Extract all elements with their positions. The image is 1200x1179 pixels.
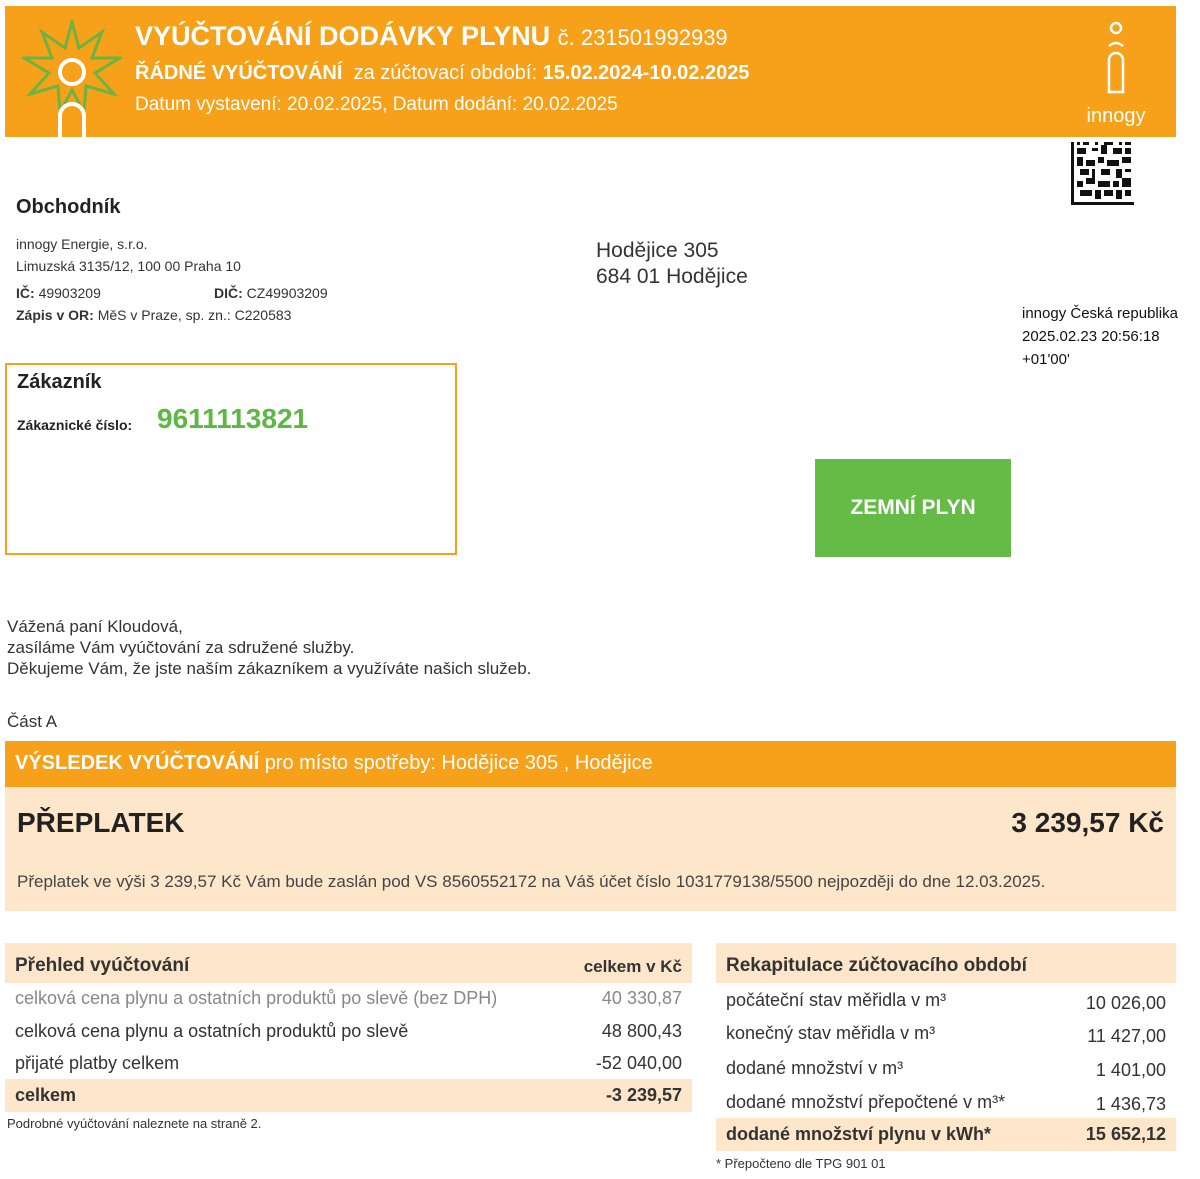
trader-dic xyxy=(214,285,328,301)
recap-row-value: 1 436,73 xyxy=(1095,1094,1166,1114)
recipient-address xyxy=(596,238,748,290)
overview-row-label: celková cena plynu a ostatních produktů po slevě xyxy=(15,1021,409,1041)
overview-row-value: 40 330,87 xyxy=(601,988,682,1008)
recap-row-label: počáteční stav měřidla v m³ xyxy=(726,990,947,1010)
overview-total-value: -3 239,57 xyxy=(605,1085,682,1105)
recap-row-label: dodané množství přepočtené v m³* xyxy=(726,1092,1006,1112)
overpayment-amount: 3 239,57 Kč xyxy=(1011,807,1164,838)
dic-value: CZ49903209 xyxy=(246,285,328,301)
recap-row-label: dodané množství v m³ xyxy=(726,1058,904,1078)
register-label: Zápis v OR: xyxy=(16,307,94,323)
overview-note: Podrobné vyúčtování naleznete na straně 2. xyxy=(7,1116,262,1131)
innogy-i-icon xyxy=(1080,18,1152,98)
result-bar-text xyxy=(15,752,653,775)
recap-row-label: konečný stav měřidla v m³ xyxy=(726,1023,936,1043)
trader-address: Limuzská 3135/12, 100 00 Praha 10 xyxy=(16,258,241,274)
overview-total-row xyxy=(5,1079,692,1112)
recap-row-value: 11 427,00 xyxy=(1087,1026,1166,1046)
recap-total-row xyxy=(716,1118,1176,1151)
greeting xyxy=(7,616,531,679)
signature-timestamp: 2025.02.23 20:56:18 xyxy=(1022,328,1160,345)
result-bar-bold: VÝSLEDEK VYÚČTOVÁNÍ xyxy=(15,752,260,774)
signature-timezone: +01'00' xyxy=(1022,351,1070,368)
overview-row-label: přijaté platby celkem xyxy=(15,1053,180,1073)
customer-heading: Zákazník xyxy=(17,371,102,393)
overview-row-label: celková cena plynu a ostatních produktů po slevě (bez DPH) xyxy=(15,988,498,1008)
part-label: Část A xyxy=(7,712,58,731)
billing-period: 15.02.2024-10.02.2025 xyxy=(542,62,750,84)
trader-ic xyxy=(16,285,101,301)
recap-row-value: 1 401,00 xyxy=(1095,1060,1166,1080)
result-bar xyxy=(5,741,1176,787)
overview-row-value: -52 040,00 xyxy=(595,1053,682,1073)
dic-label: DIČ: xyxy=(214,285,243,301)
overpayment-label: PŘEPLATEK xyxy=(17,807,185,838)
overview-total-label: celkem xyxy=(15,1085,77,1105)
result-bar-place: pro místo spotřeby: Hodějice 305 , Hodějice xyxy=(264,752,653,774)
sun-logo-icon xyxy=(22,20,122,138)
invoice-title xyxy=(135,21,728,52)
customer-number: 9611113821 xyxy=(157,403,309,434)
commodity-badge: ZEMNÍ PLYN xyxy=(815,459,1011,557)
billing-type xyxy=(135,62,749,85)
overpayment-text: Přeplatek ve výši 3 239,57 Kč Vám bude zaslán pod VS 8560552172 na Váš účet číslo 1031779138/5500 nejpozději do dne 12.03.2025. xyxy=(17,872,1046,891)
greeting-line1: Vážená paní Kloudová, xyxy=(7,617,183,636)
customer-number-label: Zákaznické číslo: xyxy=(17,417,133,433)
recap-total-label: dodané množství plynu v kWh* xyxy=(726,1124,992,1144)
customer-box xyxy=(5,363,457,555)
recap-heading: Rekapitulace zúčtovacího období xyxy=(726,955,1027,976)
ic-value: 49903209 xyxy=(38,285,101,301)
title-text: VYÚČTOVÁNÍ DODÁVKY PLYNU xyxy=(135,21,551,51)
recap-total-value: 15 652,12 xyxy=(1085,1124,1166,1144)
ic-label: IČ: xyxy=(16,285,35,301)
billing-type-label: ŘÁDNÉ VYÚČTOVÁNÍ xyxy=(135,62,343,84)
greeting-line2: zasíláme Vám vyúčtování za sdružené služby. xyxy=(7,638,355,657)
issue-dates: Datum vystavení: 20.02.2025, Datum dodání: 20.02.2025 xyxy=(135,94,618,115)
signature-issuer: innogy Česká republika xyxy=(1022,305,1178,322)
innogy-logo xyxy=(1080,18,1152,128)
datamatrix-code xyxy=(1071,142,1134,205)
digital-signature xyxy=(1022,302,1178,371)
address-line1: Hodějice 305 xyxy=(596,239,719,262)
trader-name: innogy Energie, s.r.o. xyxy=(16,236,148,252)
period-label: za zúčtovací období: xyxy=(353,62,538,84)
invoice-number: č. 231501992939 xyxy=(557,25,728,50)
address-line2: 684 01 Hodějice xyxy=(596,265,748,288)
logo-text: innogy xyxy=(1086,105,1146,127)
recap-note: * Přepočteno dle TPG 901 01 xyxy=(716,1156,886,1171)
overview-header xyxy=(5,943,692,983)
overview-heading: Přehled vyúčtování xyxy=(15,955,190,976)
register-value: MěS v Praze, sp. zn.: C220583 xyxy=(97,307,292,323)
recap-header xyxy=(716,943,1176,983)
trader-heading: Obchodník xyxy=(16,196,121,218)
greeting-line3: Děkujeme Vám, že jste naším zákazníkem a využíváte našich služeb. xyxy=(7,659,532,678)
result-box xyxy=(5,787,1176,911)
recap-row-value: 10 026,00 xyxy=(1085,993,1166,1013)
overview-row-value: 48 800,43 xyxy=(601,1021,682,1041)
overview-column: celkem v Kč xyxy=(583,957,682,976)
trader-register xyxy=(16,307,291,323)
